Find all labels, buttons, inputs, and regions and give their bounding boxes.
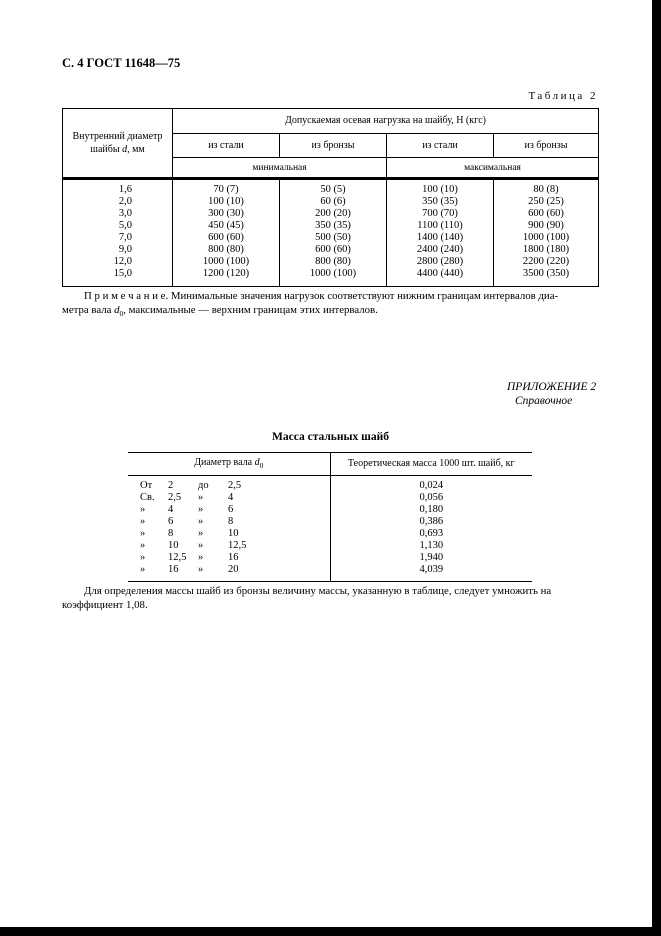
table-cell: 1800 (180) — [494, 244, 599, 256]
table-cell: 900 (90) — [494, 220, 599, 232]
col-header-bronze-min: из бронзы — [280, 134, 387, 158]
table-cell: 100 (10) — [173, 196, 280, 208]
table-cell: 0,180 — [330, 504, 532, 516]
table-cell: 4 — [168, 504, 174, 515]
table-cell: 60 (6) — [280, 196, 387, 208]
table-cell: 7,0 — [63, 232, 173, 244]
table-cell: 70 (7) — [173, 179, 280, 197]
table-cell: 350 (35) — [387, 196, 494, 208]
table-row — [128, 528, 532, 540]
table-cell: 1000 (100) — [173, 256, 280, 268]
table-cell: 450 (45) — [173, 220, 280, 232]
table-cell: 1200 (120) — [173, 268, 280, 287]
col-header-inner-diameter — [63, 109, 173, 179]
table-row — [63, 232, 599, 244]
table-cell: 12,5 — [228, 540, 247, 551]
table-cell: » — [198, 552, 204, 563]
table-row — [128, 564, 532, 582]
table-cell: » — [198, 564, 204, 575]
col-header-line1: Внутренний диаметр — [72, 131, 163, 142]
table-cell: » — [198, 528, 204, 539]
table-row — [63, 179, 599, 197]
col-header-shaft-diameter: Диаметр вала $d_0$ — [128, 453, 330, 476]
table-cell: 1100 (110) — [387, 220, 494, 232]
table-cell: 12,5 — [168, 552, 187, 563]
note-label: П р и м е ч а н и е. — [84, 290, 169, 302]
table-cell: » — [140, 552, 146, 563]
load-table — [62, 108, 599, 287]
table-row — [63, 244, 599, 256]
table-cell: 16 — [168, 564, 179, 575]
col-header-line2: шайбы d, мм — [90, 144, 145, 155]
table-cell: » — [140, 540, 146, 551]
table-cell: 50 (5) — [280, 179, 387, 197]
table-cell: 9,0 — [63, 244, 173, 256]
table-cell: 6 — [168, 516, 174, 527]
table-cell: 15,0 — [63, 268, 173, 287]
table-row — [63, 268, 599, 287]
table-cell: 2800 (280) — [387, 256, 494, 268]
table-cell: 4 — [228, 492, 234, 503]
table-cell: 4400 (440) — [387, 268, 494, 287]
table-cell: 600 (60) — [494, 208, 599, 220]
table-cell: » — [198, 516, 204, 527]
table-cell: » — [198, 504, 204, 515]
scan-border-bottom — [0, 927, 661, 936]
table-cell: » — [140, 564, 146, 575]
table-cell: 80 (8) — [494, 179, 599, 197]
table-cell: 2400 (240) — [387, 244, 494, 256]
table-cell: 800 (80) — [280, 256, 387, 268]
table-row — [63, 208, 599, 220]
table-cell: 0,386 — [330, 516, 532, 528]
table-cell: 20 — [228, 564, 239, 575]
table-cell: От — [140, 480, 153, 491]
table-cell: » — [198, 492, 204, 503]
col-header-theoretical-mass: Теоретическая масса 1000 шт. шайб, кг — [330, 453, 532, 476]
table-row — [63, 196, 599, 208]
page-title: С. 4 ГОСТ 11648—75 — [62, 56, 181, 70]
footer-line2: коэффициент 1,08. — [62, 599, 148, 611]
table-cell: » — [198, 540, 204, 551]
table-cell: 12,0 — [63, 256, 173, 268]
table-cell: 4,039 — [330, 564, 532, 582]
table-cell: 16 — [228, 552, 239, 563]
table-cell: » — [140, 504, 146, 515]
table-cell: 0,056 — [330, 492, 532, 504]
table-cell: 100 (10) — [387, 179, 494, 197]
table-cell: 6 — [228, 504, 234, 515]
mass-table-body — [128, 476, 532, 582]
table-cell: 1,940 — [330, 552, 532, 564]
table-cell: 2 — [168, 480, 174, 491]
table2-caption: Таблица 2 — [528, 90, 598, 102]
table-row — [128, 540, 532, 552]
table-cell: 250 (25) — [494, 196, 599, 208]
table-cell: 2,0 — [63, 196, 173, 208]
appendix-label: ПРИЛОЖЕНИЕ 2 — [507, 381, 597, 393]
table-cell: 10 — [168, 540, 179, 551]
table-row — [128, 552, 532, 564]
mass-table — [128, 452, 532, 582]
table-cell: 600 (60) — [173, 232, 280, 244]
note-line1: П р и м е ч а н и е. Минимальные значения нагрузок соответствуют нижним границам интервалов диа- — [84, 290, 559, 302]
table-cell: 0,024 — [330, 476, 532, 493]
table-row — [128, 476, 532, 493]
table-cell: 200 (20) — [280, 208, 387, 220]
table-cell: 700 (70) — [387, 208, 494, 220]
group-header-maximal: максимальная — [387, 158, 599, 179]
table-cell: » — [140, 528, 146, 539]
load-table-body — [63, 179, 599, 287]
table-cell: 2,5 — [228, 480, 242, 491]
appendix-heading — [507, 380, 596, 408]
table-cell: 0,693 — [330, 528, 532, 540]
col-header-axial-load: Допускаемая осевая нагрузка на шайбу, Н (кгс) — [173, 109, 599, 134]
table-cell: » — [140, 516, 146, 527]
table-cell: 350 (35) — [280, 220, 387, 232]
table-cell: 2,5 — [168, 492, 182, 503]
col-header-steel-max: из стали — [387, 134, 494, 158]
scan-border-right — [652, 0, 661, 936]
table-cell: 1400 (140) — [387, 232, 494, 244]
table-cell: 5,0 — [63, 220, 173, 232]
table-cell: 8 — [228, 516, 234, 527]
col-header-steel-min: из стали — [173, 134, 280, 158]
table-cell: 800 (80) — [173, 244, 280, 256]
table-cell: 3500 (350) — [494, 268, 599, 287]
table-cell: Св. — [140, 492, 155, 503]
table-note — [62, 289, 599, 321]
appendix-type: Справочное — [515, 395, 573, 407]
table-cell: 10 — [228, 528, 239, 539]
table-row — [63, 256, 599, 268]
group-header-minimal: минимальная — [173, 158, 387, 179]
table-cell: 1000 (100) — [494, 232, 599, 244]
table-row — [128, 504, 532, 516]
table-cell: 1000 (100) — [280, 268, 387, 287]
table-cell: 500 (50) — [280, 232, 387, 244]
table-cell: 1,130 — [330, 540, 532, 552]
table-cell: до — [198, 480, 209, 491]
col-header-bronze-max: из бронзы — [494, 134, 599, 158]
footer-line1: Для определения массы шайб из бронзы величину массы, указанную в таблице, следует умножить на — [84, 585, 552, 597]
note-line2: метра вала $d_0$, максимальные — верхним границам этих интервалов. — [62, 304, 378, 319]
table-cell: 3,0 — [63, 208, 173, 220]
table-cell: 1,6 — [63, 179, 173, 197]
mass-table-title: Масса стальных шайб — [272, 431, 389, 443]
table-row — [63, 220, 599, 232]
table-cell: 300 (30) — [173, 208, 280, 220]
table-row — [128, 492, 532, 504]
bronze-coefficient-note — [62, 584, 599, 612]
table-cell: 600 (60) — [280, 244, 387, 256]
table-row — [128, 516, 532, 528]
table-cell: 2200 (220) — [494, 256, 599, 268]
table-cell: 8 — [168, 528, 174, 539]
